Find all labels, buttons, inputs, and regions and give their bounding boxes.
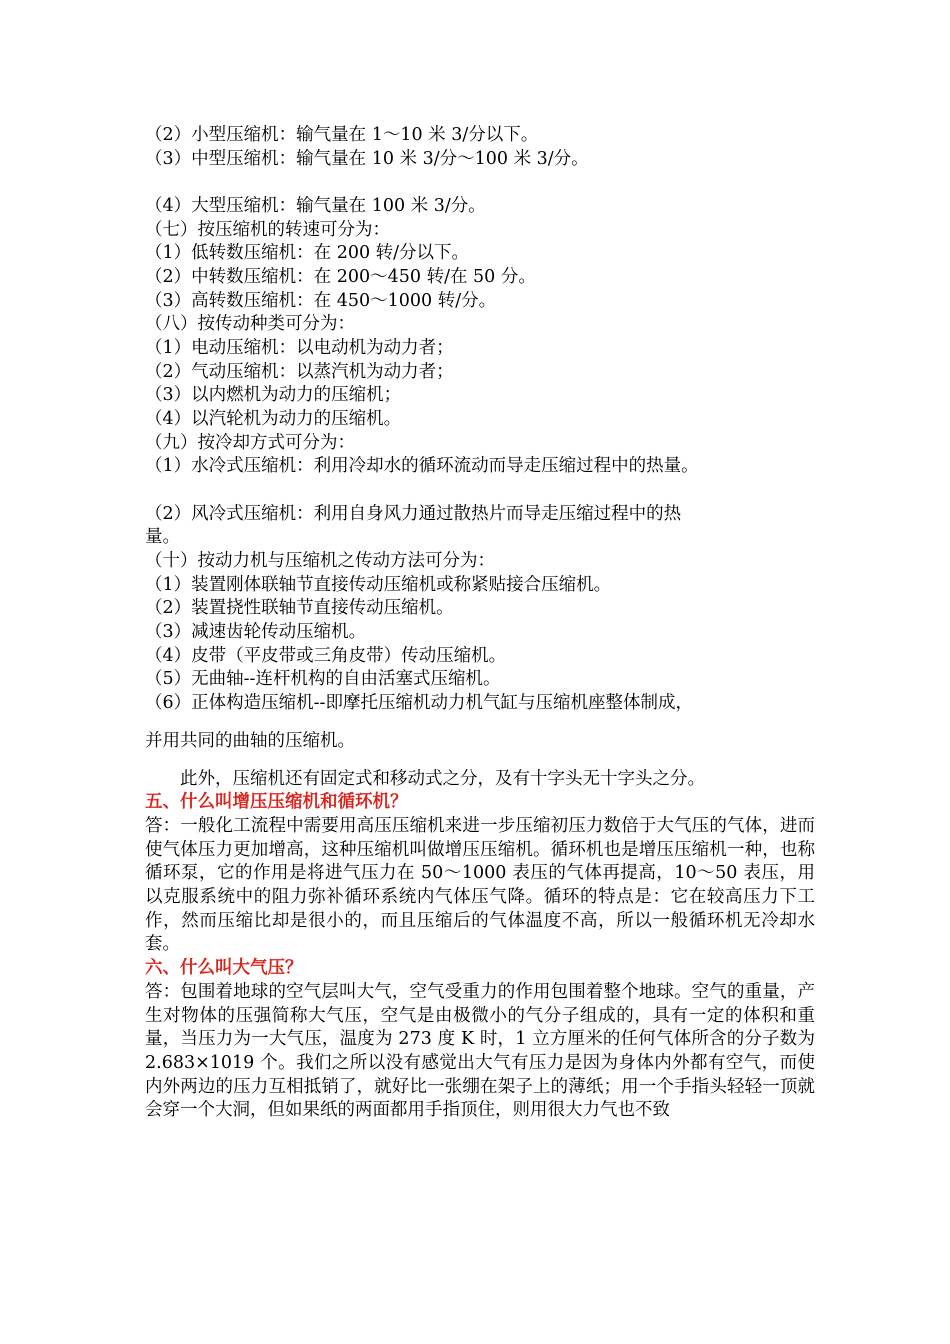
section-heading: 六、什么叫大气压？ (145, 958, 303, 979)
text-line: （十）按动力机与压缩机之传动方法可分为： (145, 551, 495, 571)
answer-paragraph: 答：包围着地球的空气层叫大气，空气受重力的作用包围着整个地球。空气的重量，产生对物体的压强简称大气压，空气是由极微小的气分子组成的，具有一定的体积和重量，当压力为一大气压，温度为 273 度 K 时，1 立方厘米的任何气体所含的分子数为 2.683×1019 个。我们之所以没有感觉出大气有压力是因为身体内外都有空气，而使内外两边的压力互相抵销了，就好比一张绷在架子上的薄纸；用一个手指头轻轻一顶就会穿一个大洞，但如果纸的两面都用手指顶住，则用很大力气也不致 (145, 981, 815, 1121)
text-line: （九）按冷却方式可分为： (145, 432, 355, 453)
text-line: （2）装置挠性联轴节直接传动压缩机。 (145, 598, 454, 619)
text-line: （6）正体构造压缩机--即摩托压缩机动力机气缸与压缩机座整体制成， (145, 693, 693, 714)
document-body (145, 124, 815, 1123)
text-line: （1）电动压缩机：以电动机为动力者； (145, 338, 454, 358)
text-line: （2）风冷式压缩机：利用自身风力通过散热片而导走压缩过程中的热 (145, 503, 682, 524)
line-spacer (145, 754, 815, 768)
blank-line (145, 171, 815, 195)
text-line: （4）以汽轮机为动力的压缩机。 (145, 409, 402, 430)
text-line: （3）中型压缩机：输气量在 10 米 3/分～100 米 3/分。 (145, 148, 589, 169)
text-line: （3）高转数压缩机：在 450～1000 转/分。 (145, 290, 497, 311)
text-line: （1）装置刚体联轴节直接传动压缩机或称紧贴接合压缩机。 (145, 574, 612, 595)
answer-paragraph: 答：一般化工流程中需要用高压压缩机来进一步压缩初压力数倍于大气压的气体，进而使气体压力更加增高，这种压缩机叫做增压压缩机。循环机也是增压压缩机一种，也称循环泵，它的作用是将进气压力在 50～1000 表压的气体再提高，10～50 表压，用以克服系统中的阻力弥补循环系统内气体压气降。循环的特点是：它在较高压力下工作，然而压缩比却是很小的，而且压缩后的气体温度不高，所以一般循环机无冷却水套。 (145, 815, 815, 955)
text-line: （2）小型压缩机：输气量在 1～10 米 3/分以下。 (145, 125, 539, 145)
text-line: （2）中转数压缩机：在 200～450 转/在 50 分。 (145, 266, 536, 287)
blank-line (145, 479, 815, 503)
text-line: （七）按压缩机的转速可分为： (145, 219, 390, 240)
text-line: （2）气动压缩机：以蒸汽机为动力者； (145, 361, 454, 382)
text-line: （1）水冷式压缩机：利用冷却水的循环流动而导走压缩过程中的热量。 (145, 456, 699, 477)
text-line: （4）大型压缩机：输气量在 100 米 3/分。 (145, 195, 486, 216)
text-line: （1）低转数压缩机：在 200 转/分以下。 (145, 243, 470, 264)
section-heading: 五、什么叫增压压缩机和循环机？ (145, 792, 408, 813)
text-line: 量。 (145, 527, 180, 548)
summary-paragraph: 此外，压缩机还有固定式和移动式之分，及有十字头无十字头之分。 (180, 768, 705, 789)
text-line: （5）无曲轴--连杆机构的自由活塞式压缩机。 (145, 669, 501, 690)
text-line: （4）皮带（平皮带或三角皮带）传动压缩机。 (145, 645, 507, 666)
text-line: （3）减速齿轮传动压缩机。 (145, 622, 367, 643)
text-line: 并用共同的曲轴的压缩机。 (145, 730, 355, 751)
text-line: （3）以内燃机为动力的压缩机； (145, 385, 402, 406)
line-spacer (145, 716, 815, 730)
text-line: （八）按传动种类可分为： (145, 314, 355, 335)
